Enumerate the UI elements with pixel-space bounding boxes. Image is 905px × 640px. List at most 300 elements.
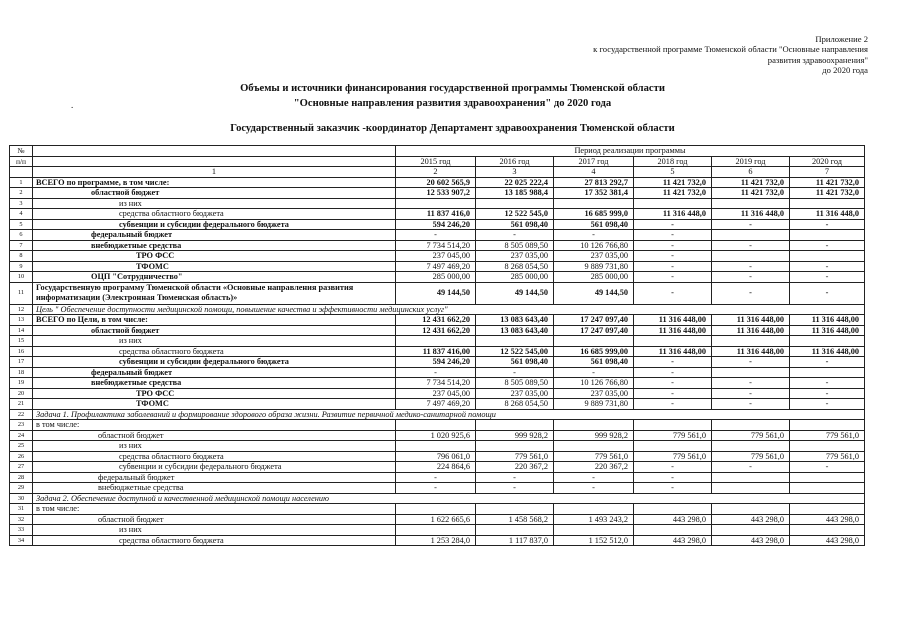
row-label: Цель " Обеспечение доступности медицинской помощи, повышение качества и эффективности медицинских услуг" (33, 304, 865, 315)
table-row (10, 177, 865, 188)
header-label-empty-2 (33, 156, 396, 167)
row-number: 5 (10, 219, 33, 230)
header-row-colnums (10, 167, 865, 178)
value-cell: 443 298,0 (712, 535, 790, 546)
row-label: из них (33, 198, 396, 209)
value-cell: 999 928,2 (554, 430, 634, 441)
table-row (10, 462, 865, 473)
value-cell: - (634, 378, 712, 389)
value-cell: 285 000,00 (396, 272, 476, 283)
value-cell: 561 098,40 (554, 219, 634, 230)
value-cell: 12 522 545,0 (476, 209, 554, 220)
value-cell (634, 504, 712, 515)
value-cell: 7 734 514,20 (396, 378, 476, 389)
value-cell: - (790, 261, 865, 272)
value-cell (712, 483, 790, 494)
row-label: ТРО ФСС (33, 251, 396, 262)
table-row (10, 325, 865, 336)
value-cell: 224 864,6 (396, 462, 476, 473)
value-cell: 11 421 732,0 (634, 177, 712, 188)
value-cell: 285 000,00 (476, 272, 554, 283)
table-row (10, 504, 865, 515)
table-row (10, 535, 865, 546)
value-cell (790, 251, 865, 262)
value-cell (396, 525, 476, 536)
value-cell (712, 472, 790, 483)
value-cell: 1 117 837,0 (476, 535, 554, 546)
value-cell: 1 020 925,6 (396, 430, 476, 441)
value-cell (790, 198, 865, 209)
header-label-empty (33, 146, 396, 157)
value-cell (476, 504, 554, 515)
value-cell (790, 441, 865, 452)
value-cell: 999 928,2 (476, 430, 554, 441)
value-cell (634, 441, 712, 452)
value-cell (790, 483, 865, 494)
row-label: областной бюджет (33, 325, 396, 336)
table-row (10, 240, 865, 251)
value-cell: 49 144,50 (396, 282, 476, 304)
value-cell: 7 497 469,20 (396, 399, 476, 410)
value-cell: - (712, 219, 790, 230)
value-cell: 11 316 448,00 (790, 315, 865, 326)
table-row (10, 315, 865, 326)
value-cell: 237 035,00 (554, 251, 634, 262)
row-number: 13 (10, 315, 33, 326)
value-cell: - (790, 388, 865, 399)
appendix-line-1: Приложение 2 (815, 34, 868, 44)
value-cell: - (790, 282, 865, 304)
value-cell (554, 336, 634, 347)
value-cell: 16 685 999,00 (554, 346, 634, 357)
value-cell: 779 561,0 (712, 430, 790, 441)
row-label: внебюджетные средства (33, 240, 396, 251)
table-row (10, 209, 865, 220)
value-cell: - (712, 378, 790, 389)
row-number: 33 (10, 525, 33, 536)
value-cell: - (634, 472, 712, 483)
value-cell: 20 602 565,9 (396, 177, 476, 188)
value-cell: 237 045,00 (396, 251, 476, 262)
value-cell (476, 198, 554, 209)
value-cell: - (634, 219, 712, 230)
row-label: из них (33, 336, 396, 347)
value-cell: 11 316 448,0 (634, 209, 712, 220)
value-cell: 9 889 731,80 (554, 399, 634, 410)
document-title: Объемы и источники финансирования государственной программы Тюменской области (240, 83, 665, 94)
table-row (10, 493, 865, 504)
header-year: 2016 год (476, 156, 554, 167)
row-label: ОЦП "Сотрудничество" (33, 272, 396, 283)
value-cell: - (554, 472, 634, 483)
table-row (10, 336, 865, 347)
value-cell: 443 298,0 (634, 535, 712, 546)
table-row (10, 198, 865, 209)
row-number: 22 (10, 409, 33, 420)
value-cell: - (712, 261, 790, 272)
table-row (10, 188, 865, 199)
value-cell (634, 336, 712, 347)
row-label: областной бюджет (33, 514, 396, 525)
value-cell: 779 561,0 (554, 451, 634, 462)
value-cell: 7 734 514,20 (396, 240, 476, 251)
row-number: 26 (10, 451, 33, 462)
table-row (10, 420, 865, 431)
value-cell: 11 316 448,00 (712, 315, 790, 326)
value-cell (634, 525, 712, 536)
value-cell (790, 525, 865, 536)
value-cell: - (634, 399, 712, 410)
value-cell (712, 198, 790, 209)
row-number: 7 (10, 240, 33, 251)
value-cell: - (790, 378, 865, 389)
value-cell: 237 035,00 (554, 388, 634, 399)
value-cell: 17 352 381,4 (554, 188, 634, 199)
value-cell: - (790, 219, 865, 230)
value-cell: 779 561,0 (790, 430, 865, 441)
value-cell (790, 336, 865, 347)
row-label: ТФОМС (33, 399, 396, 410)
value-cell: 8 505 089,50 (476, 240, 554, 251)
value-cell: 8 505 089,50 (476, 378, 554, 389)
header-year: 2015 год (396, 156, 476, 167)
value-cell: - (554, 367, 634, 378)
row-number: 34 (10, 535, 33, 546)
value-cell: 11 421 732,0 (790, 188, 865, 199)
value-cell: 1 622 665,6 (396, 514, 476, 525)
row-number: 31 (10, 504, 33, 515)
value-cell: - (712, 388, 790, 399)
row-label: областной бюджет (33, 188, 396, 199)
row-label: субвенции и субсидии федерального бюджета (33, 462, 396, 473)
header-year: 2017 год (554, 156, 634, 167)
row-number: 16 (10, 346, 33, 357)
value-cell (554, 504, 634, 515)
header-year: 2018 год (634, 156, 712, 167)
row-number: 14 (10, 325, 33, 336)
value-cell: - (634, 357, 712, 368)
value-cell (476, 420, 554, 431)
row-number: 15 (10, 336, 33, 347)
value-cell: - (554, 483, 634, 494)
value-cell (790, 472, 865, 483)
row-number: 9 (10, 261, 33, 272)
value-cell: 1 152 512,0 (554, 535, 634, 546)
value-cell (396, 198, 476, 209)
value-cell: 8 268 054,50 (476, 261, 554, 272)
header-row-period (10, 146, 865, 157)
value-cell (554, 198, 634, 209)
value-cell: 12 431 662,20 (396, 315, 476, 326)
row-label: субвенции и субсидии федерального бюджета (33, 357, 396, 368)
value-cell: 779 561,0 (634, 430, 712, 441)
value-cell (712, 525, 790, 536)
row-label: ВСЕГО по программе, в том числе: (33, 177, 396, 188)
value-cell: 11 316 448,00 (634, 325, 712, 336)
value-cell: - (790, 462, 865, 473)
value-cell: 12 431 662,20 (396, 325, 476, 336)
value-cell (712, 367, 790, 378)
value-cell: 10 126 766,80 (554, 240, 634, 251)
table-row (10, 219, 865, 230)
table-row (10, 441, 865, 452)
value-cell: 9 889 731,80 (554, 261, 634, 272)
value-cell: 779 561,0 (712, 451, 790, 462)
value-cell: 11 421 732,0 (634, 188, 712, 199)
row-number: 30 (10, 493, 33, 504)
value-cell: 16 685 999,0 (554, 209, 634, 220)
value-cell: 13 083 643,40 (476, 315, 554, 326)
value-cell: 17 247 097,40 (554, 325, 634, 336)
value-cell: 11 316 448,00 (634, 315, 712, 326)
row-number: 19 (10, 378, 33, 389)
value-cell: 561 098,40 (476, 219, 554, 230)
value-cell: 11 316 448,00 (634, 346, 712, 357)
table-row (10, 409, 865, 420)
value-cell: 779 561,0 (634, 451, 712, 462)
value-cell: - (712, 272, 790, 283)
value-cell: 1 458 568,2 (476, 514, 554, 525)
row-number: 3 (10, 198, 33, 209)
value-cell (712, 441, 790, 452)
row-number: 28 (10, 472, 33, 483)
value-cell: 594 246,20 (396, 219, 476, 230)
value-cell (634, 198, 712, 209)
value-cell (476, 336, 554, 347)
value-cell: 443 298,0 (790, 535, 865, 546)
value-cell (790, 420, 865, 431)
value-cell: - (790, 357, 865, 368)
table-row (10, 357, 865, 368)
value-cell: 11 316 448,0 (790, 209, 865, 220)
row-label: ВСЕГО по Цели, в том числе: (33, 315, 396, 326)
table-row (10, 251, 865, 262)
row-number: 11 (10, 282, 33, 304)
table-row (10, 304, 865, 315)
value-cell: - (712, 399, 790, 410)
value-cell: - (476, 367, 554, 378)
value-cell: - (790, 399, 865, 410)
row-label: средства областного бюджета (33, 346, 396, 357)
row-number: 32 (10, 514, 33, 525)
header-num-a: № (10, 146, 33, 157)
value-cell: - (790, 240, 865, 251)
value-cell: - (634, 483, 712, 494)
value-cell (554, 525, 634, 536)
value-cell (712, 504, 790, 515)
value-cell: 17 247 097,40 (554, 315, 634, 326)
row-label: из них (33, 441, 396, 452)
row-label: ТРО ФСС (33, 388, 396, 399)
value-cell (712, 251, 790, 262)
value-cell: 443 298,0 (712, 514, 790, 525)
header-colnum: 7 (790, 167, 865, 178)
value-cell: - (712, 357, 790, 368)
value-cell: 12 533 907,2 (396, 188, 476, 199)
value-cell: - (634, 261, 712, 272)
value-cell: - (396, 472, 476, 483)
appendix-note (508, 34, 868, 76)
value-cell: 49 144,50 (554, 282, 634, 304)
table-row (10, 525, 865, 536)
row-number: 20 (10, 388, 33, 399)
header-year: 2020 год (790, 156, 865, 167)
table-row (10, 346, 865, 357)
value-cell: 11 316 448,00 (790, 325, 865, 336)
header-colnum: 1 (33, 167, 396, 178)
value-cell: 594 246,20 (396, 357, 476, 368)
value-cell: 11 837 416,00 (396, 346, 476, 357)
table-row (10, 378, 865, 389)
table-row (10, 388, 865, 399)
table-row (10, 272, 865, 283)
value-cell: 443 298,0 (634, 514, 712, 525)
value-cell (712, 336, 790, 347)
row-label: в том числе: (33, 504, 396, 515)
value-cell: - (554, 230, 634, 241)
header-colnum-empty (10, 167, 33, 178)
header-colnum: 4 (554, 167, 634, 178)
value-cell: 11 316 448,0 (712, 209, 790, 220)
row-number: 12 (10, 304, 33, 315)
value-cell (790, 504, 865, 515)
row-label: в том числе: (33, 420, 396, 431)
value-cell: - (396, 367, 476, 378)
value-cell: 796 061,0 (396, 451, 476, 462)
value-cell: 22 025 222,4 (476, 177, 554, 188)
value-cell: 1 253 284,0 (396, 535, 476, 546)
value-cell: - (396, 230, 476, 241)
row-label: средства областного бюджета (33, 535, 396, 546)
value-cell: 11 837 416,0 (396, 209, 476, 220)
table-row (10, 367, 865, 378)
header-colnum: 5 (634, 167, 712, 178)
header-num-b: п/п (10, 156, 33, 167)
row-number: 29 (10, 483, 33, 494)
value-cell: 237 045,00 (396, 388, 476, 399)
appendix-line-2: к государственной программе Тюменской области "Основные направления (593, 44, 868, 55)
value-cell: - (712, 462, 790, 473)
row-label: областной бюджет (33, 430, 396, 441)
row-number: 2 (10, 188, 33, 199)
row-label: средства областного бюджета (33, 209, 396, 220)
table-row (10, 483, 865, 494)
table-row (10, 514, 865, 525)
value-cell: 27 813 292,7 (554, 177, 634, 188)
header-period: Период реализации программы (396, 146, 865, 157)
appendix-line-4: до 2020 года (822, 65, 868, 76)
row-number: 8 (10, 251, 33, 262)
value-cell: 561 098,40 (476, 357, 554, 368)
value-cell: 13 185 988,4 (476, 188, 554, 199)
value-cell: 49 144,50 (476, 282, 554, 304)
value-cell: 779 561,0 (476, 451, 554, 462)
header-colnum: 6 (712, 167, 790, 178)
customer-line: Государственный заказчик -координатор Департамент здравоохранения Тюменской области (230, 123, 675, 134)
value-cell: 561 098,40 (554, 357, 634, 368)
value-cell: 11 316 448,00 (790, 346, 865, 357)
value-cell: - (634, 230, 712, 241)
value-cell (712, 420, 790, 431)
table-row (10, 399, 865, 410)
value-cell: 1 493 243,2 (554, 514, 634, 525)
value-cell: - (634, 367, 712, 378)
table-row (10, 261, 865, 272)
row-number: 10 (10, 272, 33, 283)
value-cell: - (634, 240, 712, 251)
header-colnum: 3 (476, 167, 554, 178)
value-cell: 10 126 766,80 (554, 378, 634, 389)
stray-dot: . (71, 100, 74, 110)
value-cell: 285 000,00 (554, 272, 634, 283)
value-cell: 779 561,0 (790, 451, 865, 462)
value-cell: - (634, 282, 712, 304)
value-cell: - (396, 483, 476, 494)
row-label: внебюджетные средства (33, 483, 396, 494)
row-number: 6 (10, 230, 33, 241)
row-number: 1 (10, 177, 33, 188)
table-row (10, 282, 865, 304)
header-colnum: 2 (396, 167, 476, 178)
row-label: внебюджетные средства (33, 378, 396, 389)
row-label: Государственную программу Тюменской области «Основные направления развития информатизации (Электронная Тюменская область)» (33, 282, 396, 304)
value-cell (476, 525, 554, 536)
value-cell: 11 421 732,0 (712, 188, 790, 199)
value-cell (712, 230, 790, 241)
value-cell (476, 441, 554, 452)
row-label: Задача 2. Обеспечение доступной и качественной медицинской помощи населению (33, 493, 865, 504)
row-number: 23 (10, 420, 33, 431)
value-cell (790, 230, 865, 241)
value-cell: 237 035,00 (476, 251, 554, 262)
value-cell: - (476, 472, 554, 483)
value-cell: - (476, 230, 554, 241)
value-cell (790, 367, 865, 378)
value-cell (634, 420, 712, 431)
appendix-line-3: развития здравоохранения" (767, 54, 868, 65)
value-cell (554, 441, 634, 452)
financing-table (9, 145, 865, 546)
table-row (10, 472, 865, 483)
row-label: средства областного бюджета (33, 451, 396, 462)
value-cell: 237 035,00 (476, 388, 554, 399)
value-cell: - (712, 282, 790, 304)
value-cell: - (634, 388, 712, 399)
row-number: 18 (10, 367, 33, 378)
value-cell (396, 420, 476, 431)
value-cell: 11 421 732,0 (712, 177, 790, 188)
value-cell: 11 421 732,0 (790, 177, 865, 188)
value-cell (396, 441, 476, 452)
value-cell (554, 420, 634, 431)
row-label: субвенции и субсидии федерального бюджета (33, 219, 396, 230)
value-cell: - (634, 462, 712, 473)
value-cell: - (712, 240, 790, 251)
row-label: федеральный бюджет (33, 472, 396, 483)
value-cell: 11 316 448,00 (712, 346, 790, 357)
value-cell: - (634, 251, 712, 262)
value-cell (396, 504, 476, 515)
table-row (10, 230, 865, 241)
header-year: 2019 год (712, 156, 790, 167)
value-cell: 443 298,0 (790, 514, 865, 525)
header-row-years (10, 156, 865, 167)
row-label: федеральный бюджет (33, 230, 396, 241)
value-cell: 7 497 469,20 (396, 261, 476, 272)
value-cell: 220 367,2 (554, 462, 634, 473)
table-row (10, 451, 865, 462)
value-cell: 8 268 054,50 (476, 399, 554, 410)
